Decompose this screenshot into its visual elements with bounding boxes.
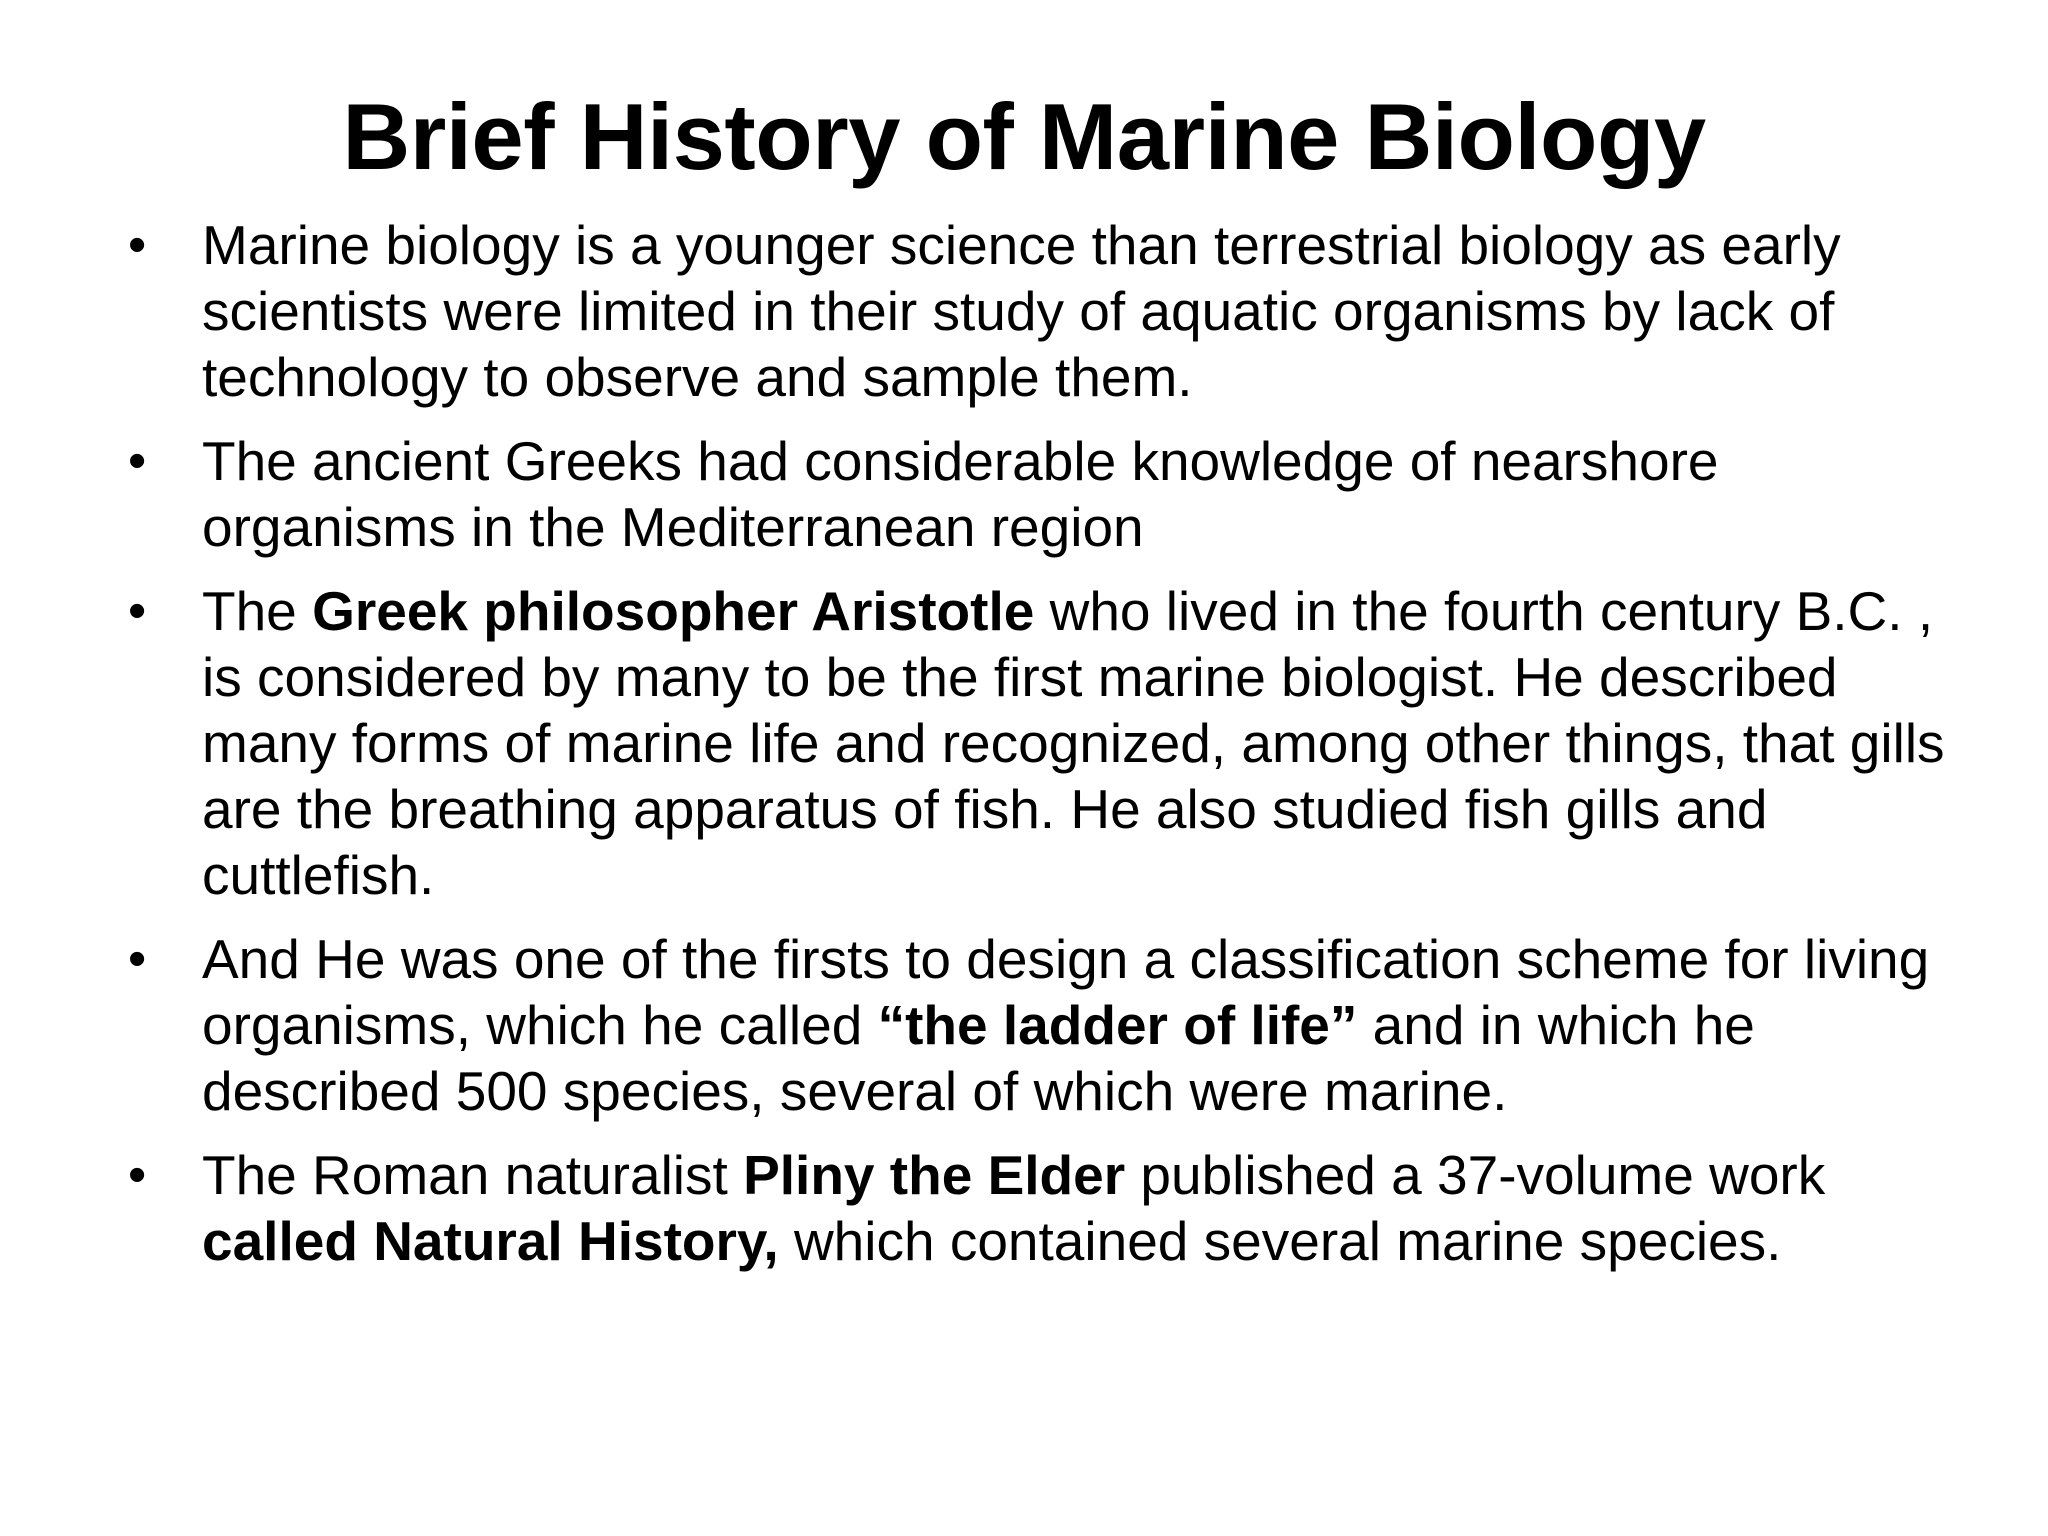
bullet-item	[120, 578, 1960, 908]
text-segment: The	[202, 580, 313, 642]
text-segment: and in which he described 500 species, several of which were marine.	[202, 994, 1755, 1122]
bullet-item	[120, 212, 1960, 410]
bullet-dot-icon: •	[128, 216, 147, 274]
bullet-text	[202, 430, 1719, 558]
bullet-dot-icon: •	[128, 1146, 147, 1204]
text-segment: Marine biology is a younger science than terrestrial biology as early scientists were limited in their study of aquatic organisms by lack of technology to observe and sample them.	[202, 214, 1841, 408]
bullet-text	[202, 928, 1929, 1122]
text-segment: who lived in the fourth century B.C. , is considered by many to be the first marine biologist. He described many forms of marine life and recognized, among other things, that gills are the breathing apparatus of fish. He also studied fish gills and cuttlefish.	[202, 580, 1945, 906]
bullet-text	[202, 580, 1945, 906]
bold-text-segment: Greek philosopher Aristotle	[312, 580, 1035, 642]
bullet-dot-icon: •	[128, 432, 147, 490]
bullet-item	[120, 428, 1960, 560]
text-segment: which contained several marine species.	[778, 1210, 1782, 1272]
slide-title: Brief History of Marine Biology	[342, 84, 1706, 189]
bullet-list	[120, 212, 1960, 1292]
bold-text-segment: Pliny the Elder	[743, 1144, 1126, 1206]
text-segment: The Roman naturalist	[202, 1144, 744, 1206]
text-segment: published a 37-volume work	[1125, 1144, 1826, 1206]
bold-text-segment: “the ladder of life”	[877, 994, 1358, 1056]
bullet-text	[202, 1144, 1825, 1272]
bold-text-segment: called Natural History,	[202, 1210, 779, 1272]
bullet-text	[202, 214, 1841, 408]
text-segment: And He was one of the firsts to design a classification scheme for living organisms, which he called	[202, 928, 1930, 1056]
bullet-item	[120, 1142, 1960, 1274]
bullet-dot-icon: •	[128, 930, 147, 988]
bullet-item	[120, 926, 1960, 1124]
text-segment: The ancient Greeks had considerable knowledge of nearshore organisms in the Mediterranean region	[202, 430, 1719, 558]
bullet-dot-icon: •	[128, 582, 147, 640]
